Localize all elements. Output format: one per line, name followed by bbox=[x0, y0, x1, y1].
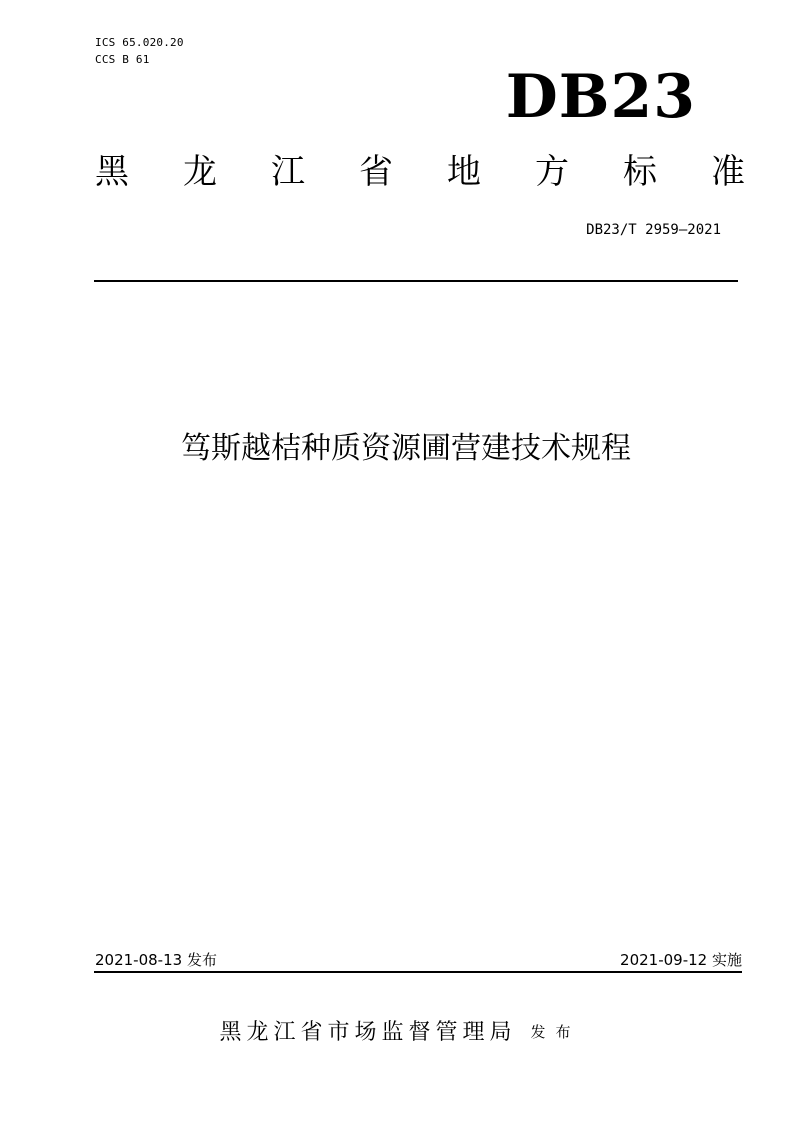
standard-name-char: 江 bbox=[271, 152, 305, 192]
publisher-name: 黑龙江省市场监督管理局 bbox=[219, 1020, 517, 1045]
publish-date: 2021-08-13 发布 bbox=[95, 951, 217, 969]
footer-divider bbox=[94, 971, 742, 973]
date-row bbox=[95, 950, 742, 970]
standard-name-char: 龙 bbox=[183, 152, 217, 192]
standard-name-char: 准 bbox=[711, 152, 745, 192]
standard-name-char: 省 bbox=[359, 152, 393, 192]
standard-name bbox=[95, 150, 745, 194]
standard-number: DB23/T 2959—2021 bbox=[586, 222, 721, 238]
publisher-line bbox=[0, 1016, 800, 1049]
document-title: 笃斯越桔种质资源圃营建技术规程 bbox=[181, 431, 631, 466]
standard-code: DB23 bbox=[505, 62, 696, 132]
ics-code: ICS 65.020.20 bbox=[95, 36, 184, 49]
ccs-code: CCS B 61 bbox=[95, 53, 150, 66]
header-divider bbox=[94, 280, 738, 282]
standard-name-char: 标 bbox=[623, 152, 657, 192]
publish-action: 发布 bbox=[530, 1023, 581, 1041]
standard-name-char: 地 bbox=[447, 152, 481, 192]
effective-date: 2021-09-12 实施 bbox=[620, 951, 742, 969]
standard-name-char: 黑 bbox=[95, 152, 129, 192]
standard-name-char: 方 bbox=[535, 152, 569, 192]
classification-codes bbox=[95, 34, 184, 68]
